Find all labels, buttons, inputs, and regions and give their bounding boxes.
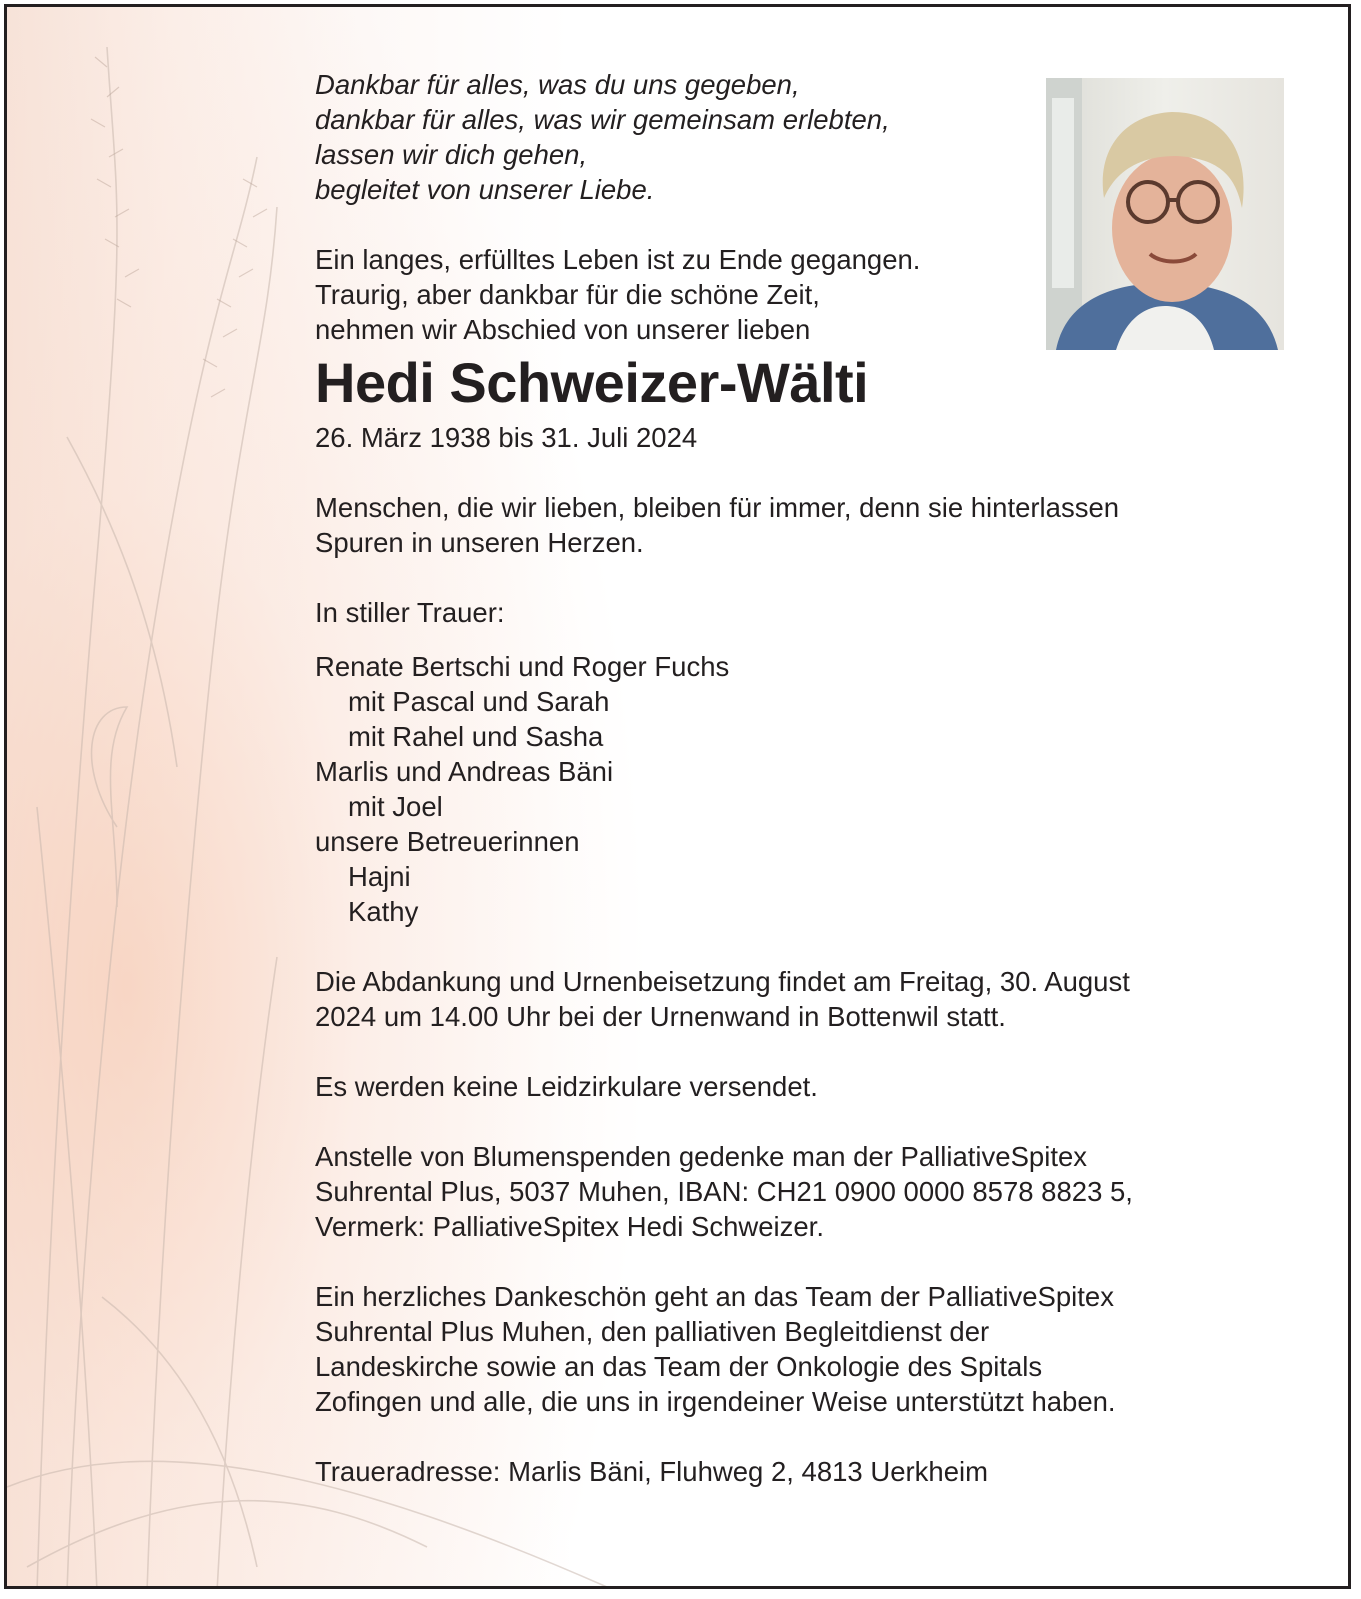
life-dates: 26. März 1938 bis 31. Juli 2024: [315, 422, 698, 453]
donation-line: Vermerk: PalliativeSpitex Hedi Schweizer.: [315, 1211, 824, 1242]
donation-info: [315, 1139, 1275, 1244]
mourner-entry: Marlis und Andreas Bäni: [315, 756, 614, 787]
mourner-entry: Kathy: [348, 896, 419, 927]
thanks: [315, 1279, 1275, 1419]
mourner-entry: mit Pascal und Sarah: [348, 686, 610, 717]
ceremony-info: [315, 964, 1275, 1034]
obituary-card: [4, 4, 1351, 1589]
donation-line: Anstelle von Blumenspenden gedenke man der PalliativeSpitex: [315, 1141, 1088, 1172]
thanks-line: Suhrental Plus Muhen, den palliativen Begleitdienst der: [315, 1316, 990, 1347]
deceased-name: Hedi Schweizer-Wälti: [315, 351, 869, 414]
quote-line: Spuren in unseren Herzen.: [315, 527, 644, 558]
mourning-address: Traueradresse: Marlis Bäni, Fluhweg 2, 4813 Uerkheim: [315, 1456, 989, 1487]
poem-line: dankbar für alles, was wir gemeinsam erlebten,: [315, 104, 890, 135]
thanks-line: Landeskirche sowie an das Team der Onkologie des Spitals: [315, 1351, 1043, 1382]
obituary-text: [315, 67, 1275, 1489]
poem-line: Dankbar für alles, was du uns gegeben,: [315, 69, 800, 100]
quote-line: Menschen, die wir lieben, bleiben für immer, denn sie hinterlassen: [315, 492, 1120, 523]
notice: Es werden keine Leidzirkulare versendet.: [315, 1071, 818, 1102]
intro-line: Ein langes, erfülltes Leben ist zu Ende gegangen.: [315, 244, 921, 275]
thanks-line: Ein herzliches Dankeschön geht an das Team der PalliativeSpitex: [315, 1281, 1114, 1312]
poem-line: lassen wir dich gehen,: [315, 139, 588, 170]
intro-line: nehmen wir Abschied von unserer lieben: [315, 314, 811, 345]
ceremony-line: 2024 um 14.00 Uhr bei der Urnenwand in Bottenwil statt.: [315, 1001, 1006, 1032]
intro-line: Traurig, aber dankbar für die schöne Zeit,: [315, 279, 820, 310]
donation-line: Suhrental Plus, 5037 Muhen, IBAN: CH21 0900 0000 8578 8823 5,: [315, 1176, 1133, 1207]
mourner-entry: Renate Bertschi und Roger Fuchs: [315, 651, 730, 682]
mourners-list: [315, 649, 1275, 929]
poem: [315, 67, 1275, 207]
ceremony-line: Die Abdankung und Urnenbeisetzung findet am Freitag, 30. August: [315, 966, 1130, 997]
mourner-entry: mit Rahel und Sasha: [348, 721, 604, 752]
poem-line: begleitet von unserer Liebe.: [315, 174, 655, 205]
mourner-entry: unsere Betreuerinnen: [315, 826, 580, 857]
mourner-entry: Hajni: [348, 861, 411, 892]
thanks-line: Zofingen und alle, die uns in irgendeiner Weise unterstützt haben.: [315, 1386, 1116, 1417]
intro: [315, 242, 1275, 347]
mourner-entry: mit Joel: [348, 791, 443, 822]
mourners-heading: In stiller Trauer:: [315, 597, 505, 628]
quote: [315, 490, 1275, 560]
